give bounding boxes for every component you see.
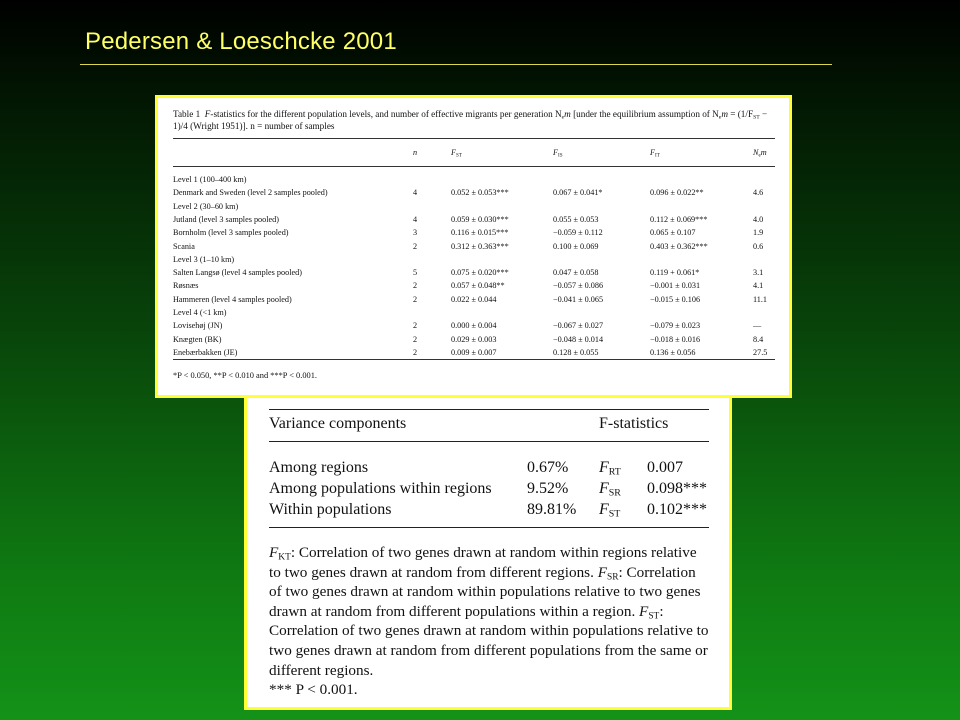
cell-fst: 0.312 ± 0.363*** bbox=[451, 241, 509, 251]
table-row bbox=[173, 255, 775, 267]
cell-fst: 0.116 ± 0.015*** bbox=[451, 228, 509, 238]
table-row bbox=[173, 281, 775, 293]
slide-title: Pedersen & Loeschcke 2001 bbox=[85, 28, 397, 55]
cell-fst: 0.029 ± 0.003 bbox=[451, 334, 497, 344]
col-fst: F bbox=[451, 148, 457, 157]
table-row bbox=[173, 228, 775, 240]
component-cell: Within populations bbox=[269, 501, 392, 518]
cell-fis: −0.067 ± 0.027 bbox=[553, 321, 604, 331]
header-rule bbox=[269, 441, 709, 442]
cell-fit: 0.136 ± 0.056 bbox=[650, 347, 696, 357]
cell-fit: −0.001 ± 0.031 bbox=[650, 281, 701, 291]
col-fit: F bbox=[650, 148, 656, 157]
cell-nem: 11.1 bbox=[753, 294, 768, 304]
cell-fit: 0.112 ± 0.069*** bbox=[650, 214, 708, 224]
cell-name: Level 1 (100–400 km) bbox=[173, 175, 247, 184]
cell-name: Bornholm (level 3 samples pooled) bbox=[173, 228, 289, 238]
cell-name: Jutland (level 3 samples pooled) bbox=[173, 214, 279, 224]
cell-n: 2 bbox=[413, 334, 418, 344]
variance-row bbox=[269, 501, 709, 521]
variance-header: Variance components bbox=[269, 415, 407, 432]
col-n: n bbox=[413, 148, 418, 157]
table-row bbox=[173, 268, 775, 280]
cell-n: 2 bbox=[413, 321, 418, 331]
cell-fst: 0.009 ± 0.007 bbox=[451, 347, 497, 357]
stat-subscript: ST bbox=[608, 508, 621, 520]
cell-name: Level 2 (30–60 km) bbox=[173, 201, 239, 211]
stat-symbol: F bbox=[599, 459, 609, 476]
cell-fst: 0.052 ± 0.053*** bbox=[451, 188, 509, 198]
cell-nem: 1.9 bbox=[753, 228, 764, 238]
cell-fis: 0.100 ± 0.069 bbox=[553, 241, 599, 251]
cell-fis: 0.067 ± 0.041* bbox=[553, 188, 603, 198]
cell-fst: 0.022 ± 0.044 bbox=[451, 294, 497, 304]
percent-cell: 89.81% bbox=[527, 501, 577, 518]
table-top-rule bbox=[269, 409, 709, 410]
cell-nem: 4.0 bbox=[753, 214, 764, 224]
col-nem: N bbox=[753, 148, 759, 157]
cell-fis: −0.041 ± 0.065 bbox=[553, 294, 604, 304]
table-caption: Table 1 F-statistics for the different population levels, and number of effective migrants per generation $N_em$ [under the equilibrium assumption of $N_em = (1/F_{ST} - 1)/4$ (Wright 1951)]. n = number of samples bbox=[173, 109, 768, 132]
component-cell: Among populations within regions bbox=[269, 480, 492, 497]
cell-fit: 0.096 ± 0.022** bbox=[650, 188, 704, 198]
cell-fit: −0.018 ± 0.016 bbox=[650, 334, 701, 344]
cell-name: Denmark and Sweden (level 2 samples pooled) bbox=[173, 188, 328, 198]
value-cell: 0.098*** bbox=[647, 480, 707, 497]
value-cell: 0.007 bbox=[647, 459, 683, 476]
cell-n: 2 bbox=[413, 281, 418, 291]
fstat-header: F-statistics bbox=[599, 415, 669, 432]
cell-name: Lovisehøj (JN) bbox=[173, 321, 223, 331]
table-top-rule bbox=[173, 138, 775, 139]
cell-name: Røsnæs bbox=[173, 281, 199, 291]
table-footnote: *P < 0.050, **P < 0.010 and ***P < 0.001. bbox=[173, 371, 317, 380]
table-row bbox=[173, 321, 775, 333]
variance-components-panel bbox=[244, 372, 732, 710]
cell-name: Scania bbox=[173, 241, 195, 251]
cell-fit: −0.079 ± 0.023 bbox=[650, 321, 701, 331]
cell-fit: 0.119 + 0.061* bbox=[650, 268, 700, 278]
cell-name: Enebærbakken (JE) bbox=[173, 347, 238, 357]
table-row bbox=[173, 188, 775, 200]
table-row bbox=[173, 295, 775, 307]
cell-n: 4 bbox=[413, 188, 418, 198]
cell-name: Salten Langsø (level 4 samples pooled) bbox=[173, 268, 302, 278]
table-header-row: n $F_{ST}$ $F_{IS}$ $F_{IT}$ $N_em$ bbox=[413, 148, 767, 159]
table-row bbox=[173, 242, 775, 254]
cell-fit: 0.065 ± 0.107 bbox=[650, 228, 696, 238]
cell-fst: 0.059 ± 0.030*** bbox=[451, 214, 509, 224]
cell-nem: 0.6 bbox=[753, 241, 764, 251]
stat-symbol: F bbox=[599, 480, 609, 497]
component-cell: Among regions bbox=[269, 459, 369, 476]
cell-name: Hammeren (level 4 samples pooled) bbox=[173, 294, 292, 304]
cell-fis: 0.055 ± 0.053 bbox=[553, 214, 599, 224]
cell-fst: 0.000 ± 0.004 bbox=[451, 321, 497, 331]
cell-n: 2 bbox=[413, 347, 418, 357]
cell-nem: 8.4 bbox=[753, 334, 764, 344]
table-row bbox=[173, 308, 775, 320]
cell-n: 5 bbox=[413, 268, 418, 278]
header-rule bbox=[173, 166, 775, 167]
col-fis: F bbox=[553, 148, 559, 157]
cell-name: Level 4 (<1 km) bbox=[173, 308, 227, 317]
cell-n: 2 bbox=[413, 241, 418, 251]
cell-fis: −0.059 ± 0.112 bbox=[553, 228, 603, 238]
cell-nem: 27.5 bbox=[753, 347, 768, 357]
cell-name: Level 3 (1–10 km) bbox=[173, 254, 235, 264]
variance-row bbox=[269, 480, 709, 500]
cell-nem: — bbox=[753, 321, 762, 331]
cell-fit: −0.015 ± 0.106 bbox=[650, 294, 701, 304]
title-underline bbox=[80, 64, 832, 65]
cell-n: 2 bbox=[413, 294, 418, 304]
cell-fis: −0.048 ± 0.014 bbox=[553, 334, 604, 344]
stat-symbol: F bbox=[599, 501, 609, 518]
cell-n: 4 bbox=[413, 214, 418, 224]
cell-nem: 3.1 bbox=[753, 268, 764, 278]
cell-fis: 0.047 ± 0.058 bbox=[553, 268, 599, 278]
table-row bbox=[173, 175, 775, 187]
variance-footnote: $F_{KT}$: Correlation of two genes drawn at random within regions relative to two genes drawn at random from different regions. $F_{SR}$: Correlation of two genes drawn at random within populations relative to two genes drawn at random from different populations within a region. $F_{ST}$: Correlation of two genes drawn at random within populations relative to two genes drawn at random from different populations from the same or different regions. *** P < 0.001. bbox=[269, 544, 709, 699]
stat-subscript: SR bbox=[608, 487, 621, 499]
cell-nem: 4.6 bbox=[753, 188, 764, 198]
table-row bbox=[173, 215, 775, 227]
value-cell: 0.102*** bbox=[647, 501, 707, 518]
cell-fst: 0.075 ± 0.020*** bbox=[451, 268, 509, 278]
cell-n: 3 bbox=[413, 228, 418, 238]
cell-name: Knægten (BK) bbox=[173, 334, 222, 344]
table-bottom-rule bbox=[269, 527, 709, 528]
cell-fis: −0.057 ± 0.086 bbox=[553, 281, 604, 291]
table-row bbox=[173, 202, 775, 214]
cell-fst: 0.057 ± 0.048** bbox=[451, 281, 505, 291]
percent-cell: 0.67% bbox=[527, 459, 569, 476]
cell-nem: 4.1 bbox=[753, 281, 764, 291]
cell-fit: 0.403 ± 0.362*** bbox=[650, 241, 708, 251]
fstatistics-table-panel bbox=[155, 95, 792, 398]
cell-fis: 0.128 ± 0.055 bbox=[553, 347, 599, 357]
table-bottom-rule bbox=[173, 359, 775, 360]
stat-subscript: RT bbox=[608, 466, 621, 478]
table-row bbox=[173, 335, 775, 347]
percent-cell: 9.52% bbox=[527, 480, 569, 497]
variance-row bbox=[269, 459, 709, 479]
